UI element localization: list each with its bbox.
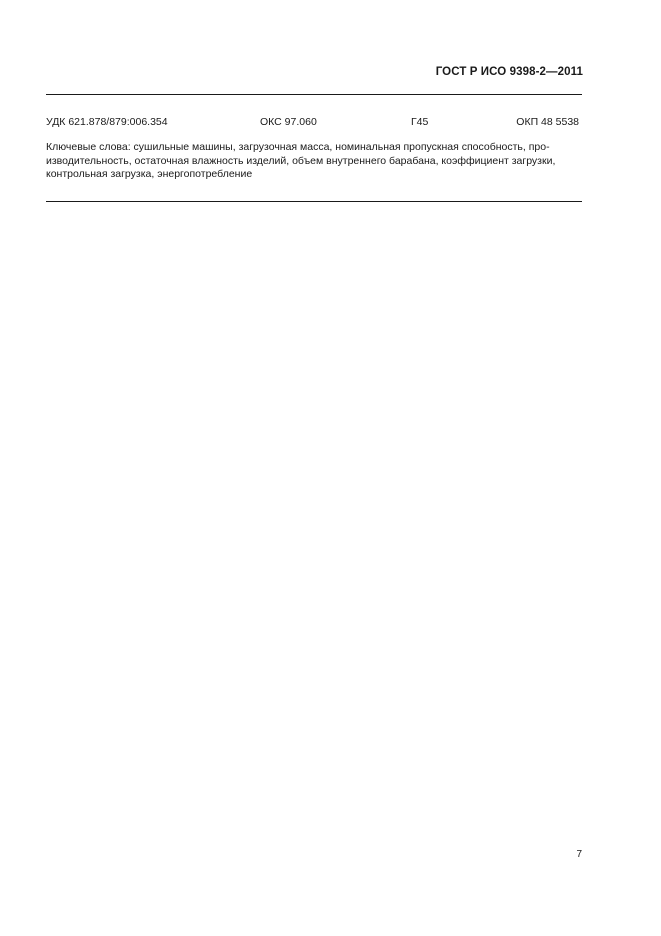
footer-divider xyxy=(46,201,582,202)
group-code: Г45 xyxy=(411,116,429,128)
header-divider xyxy=(46,94,582,95)
keywords-paragraph xyxy=(46,141,582,182)
classifier-codes xyxy=(46,116,579,130)
page-number: 7 xyxy=(576,849,582,860)
okp-code: ОКП 48 5538 xyxy=(516,116,579,128)
oks-code: ОКС 97.060 xyxy=(260,116,317,128)
keywords-line: Ключевые слова: сушильные машины, загрузочная масса, номинальная пропускная способность, про- xyxy=(46,141,550,153)
keywords-line: контрольная загрузка, энергопотребление xyxy=(46,168,253,181)
keywords-line: изводительность, остаточная влажность изделий, объем внутреннего барабана, коэффициент загрузки, xyxy=(46,154,556,167)
udk-code: УДК 621.878/879:006.354 xyxy=(46,116,168,128)
document-code: ГОСТ Р ИСО 9398-2—2011 xyxy=(435,66,583,78)
